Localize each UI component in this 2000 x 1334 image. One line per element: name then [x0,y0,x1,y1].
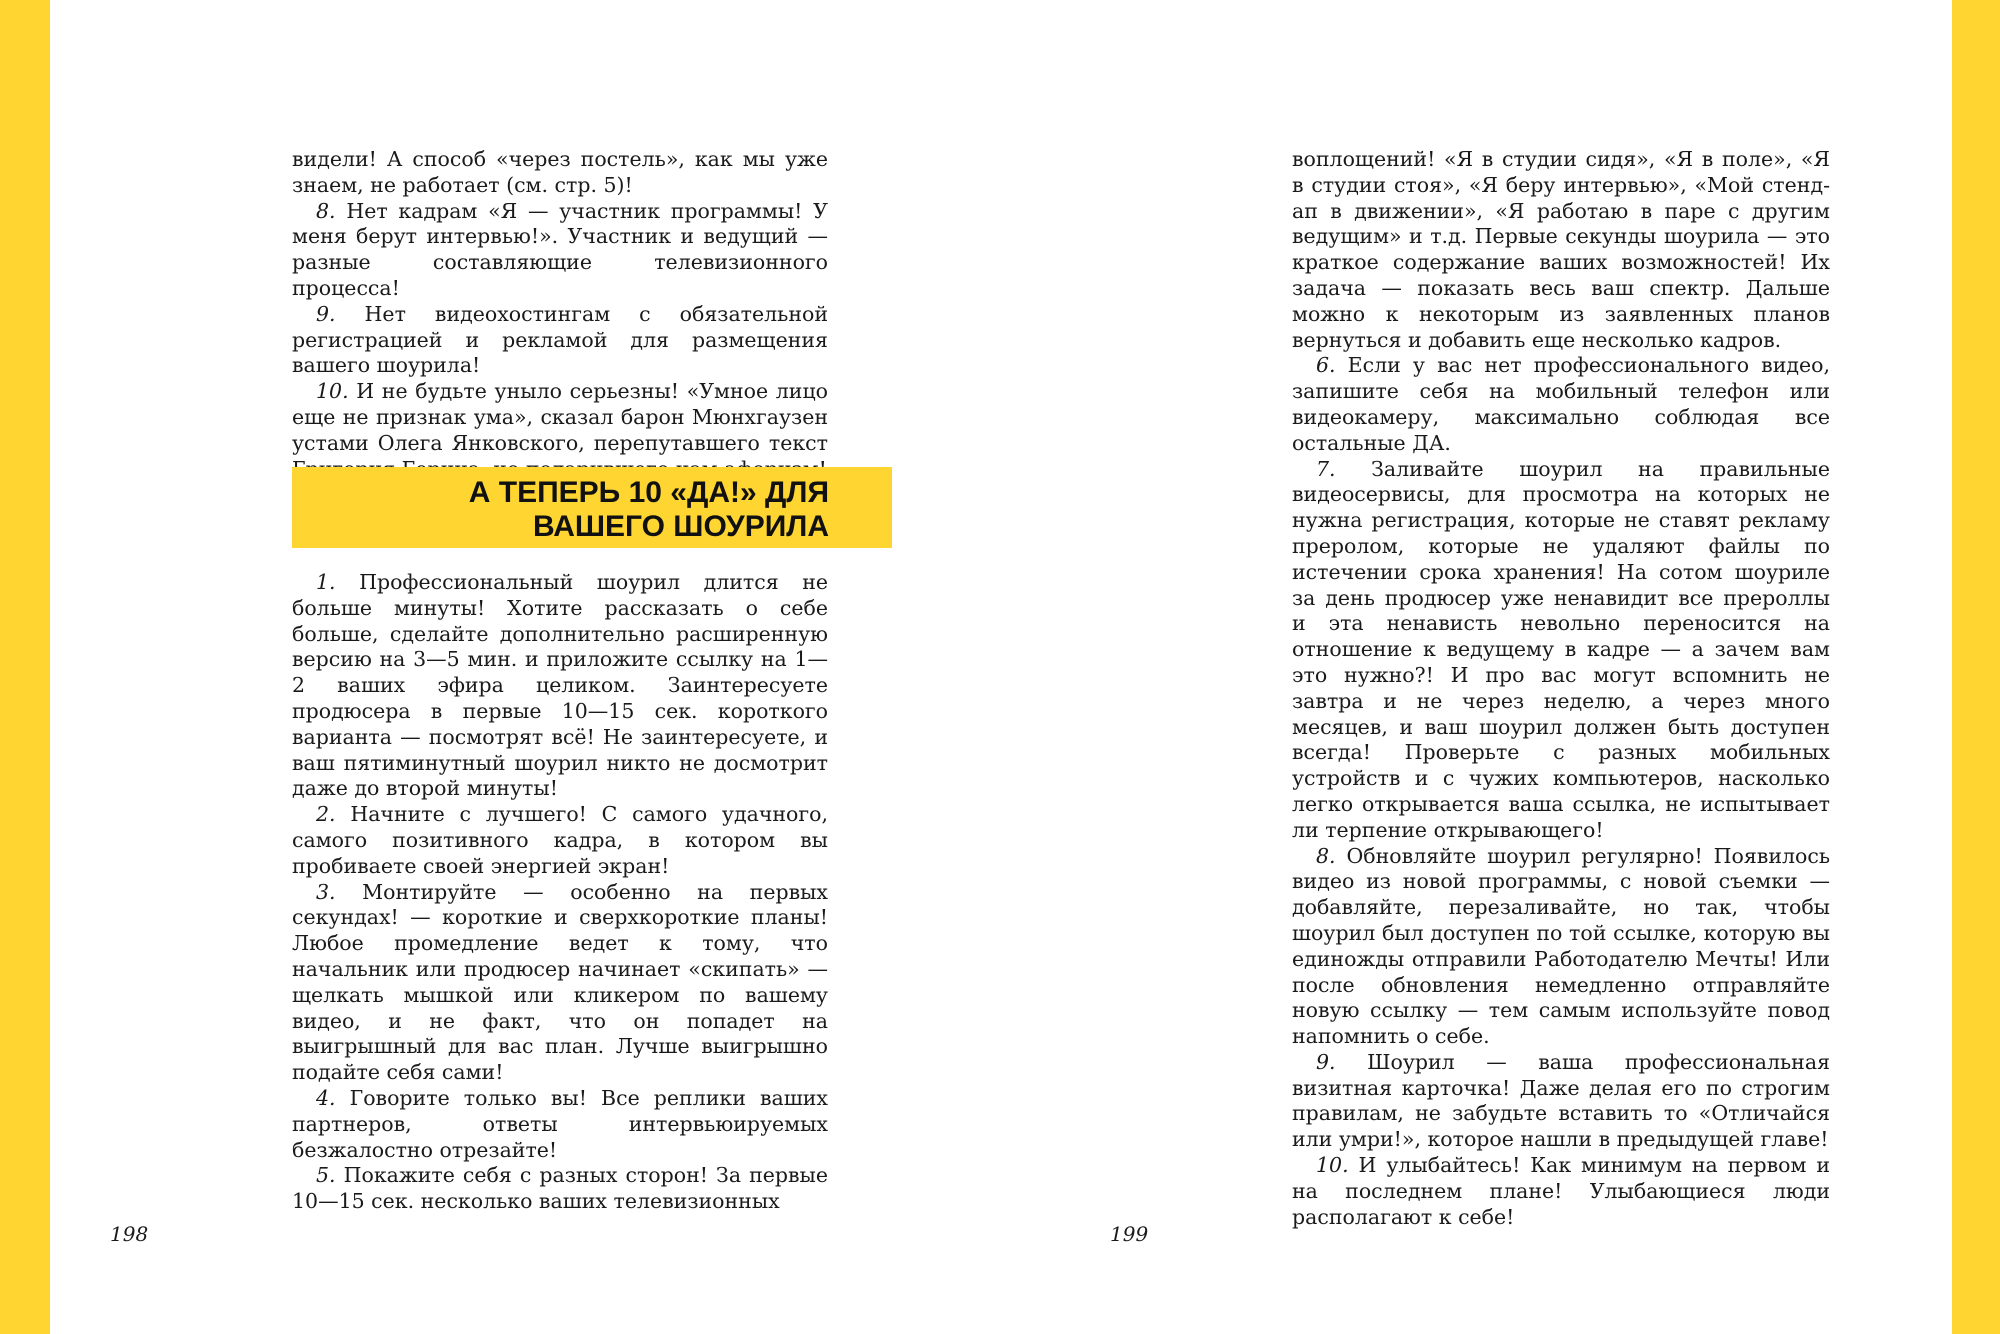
yellow-edge-right [1952,0,2000,1334]
list-item: 9. Нет видеохостингам с обязательной регистрацией и рекламой для размещения вашего шоурила! [292,301,828,378]
left-page-top-text [292,147,828,482]
paragraph: видели! А способ «через постель», как мы уже знаем, не работает (см. стр. 5)! [292,147,828,197]
yellow-edge-left [0,0,50,1334]
list-item: 5. Покажите себя с разных сторон! За первые 10—15 сек. несколько ваших телевизионных [292,1163,828,1214]
list-item: 8. Обновляйте шоурил регулярно! Появилось видео из новой программы, с новой съемки — добавляйте, перезаливайте, но так, чтобы шоурил был доступен по той ссылке, которую вы единожды отправили Работодателю Мечты! Или после обновления немедленно отправляйте новую ссылку — тем самым используйте повод напомнить о себе. [1292,843,1830,1049]
list-item: 7. Заливайте шоурил на правильные видеосервисы, для просмотра на которых не нужна регистрация, которые не ставят рекламу преролом, которые не удаляют файлы по истечении срока хранения! На сотом шоуриле за день продюсер уже ненавидит все прероллы и эта ненависть невольно переносится на отношение к ведущему в кадре — а зачем вам это нужно?! И про вас могут вспомнить не завтра и не через неделю, а через много месяцев, и ваш шоурил должен быть доступен всегда! Проверьте с разных мобильных устройств и с чужих компьютеров, насколько легко открывается ваша ссылка, не испытывает ли терпение открывающего! [1292,456,1830,842]
heading-line-2: ВАШЕГО ШОУРИЛА [533,510,829,543]
list-item: 9. Шоурил — ваша профессиональная визитная карточка! Даже делая его по строгим правилам, не забудьте вставить то «Отличайся или умри!», которое нашли в предыдущей главе! [1292,1049,1830,1152]
heading-line-1: А ТЕПЕРЬ 10 «ДА!» ДЛЯ [468,476,829,509]
right-page-text [1292,147,1830,1230]
list-item: 10. И улыбайтесь! Как минимум на первом и на последнем плане! Улыбающиеся люди располагают к себе! [1292,1153,1830,1229]
page-number-left: 198 [110,1222,149,1246]
list-item: 4. Говорите только вы! Все реплики ваших партнеров, ответы интервьюируемых безжалостно отрезайте! [292,1085,828,1162]
list-item: 3. Монтируйте — особенно на первых секундах! — короткие и сверхкороткие планы! Любое промедление ведет к тому, что начальник или продюсер начинает «скипать» — щелкать мышкой или кликером по вашему видео, и не факт, что он попадет на выигрышный для вас план. Лучше выигрышно подайте себя сами! [292,879,828,1085]
paragraph: воплощений! «Я в студии сидя», «Я в поле», «Я в студии стоя», «Я беру интервью», «Мой стенд-ап в движении», «Я работаю в паре с другим ведущим» и т.д. Первые секунды шоурила — это краткое содержание ваших возможностей! Их задача — показать весь ваш спектр. Дальше можно к некоторым из заявленных планов вернуться и добавить еще несколько кадров. [1292,147,1830,352]
left-page-bottom-text [292,570,828,1215]
page-number-right: 199 [1110,1222,1149,1246]
list-item: 8. Нет кадрам «Я — участник программы! У меня берут интервью!». Участник и ведущий — разные составляющие телевизионного процесса! [292,198,828,300]
list-item: 1. Профессиональный шоурил длится не больше минуты! Хотите рассказать о себе больше, сделайте дополнительно расширенную версию на 3—5 мин. и приложите ссылку на 1—2 ваших эфира целиком. Заинтересуете продюсера в первые 10—15 сек. короткого варианта — посмотрят всё! Не заинтересуете, и ваш пятиминутный шоурил никто не досмотрит даже до второй минуты! [292,570,828,801]
list-item: 10. И не будьте уныло серьезны! «Умное лицо еще не признак ума», сказал барон Мюнхгаузен устами Олега Янковского, перепутавшего текст [292,379,828,455]
list-item: 2. Начните с лучшего! С самого удачного, самого позитивного кадра, в котором вы пробиваете своей энергией экран! [292,802,828,878]
list-item: 6. Если у вас нет профессионального видео, запишите себя на мобильный телефон или видеокамеру, максимально соблюдая все остальные ДА. [1292,353,1830,455]
section-heading [292,467,892,548]
